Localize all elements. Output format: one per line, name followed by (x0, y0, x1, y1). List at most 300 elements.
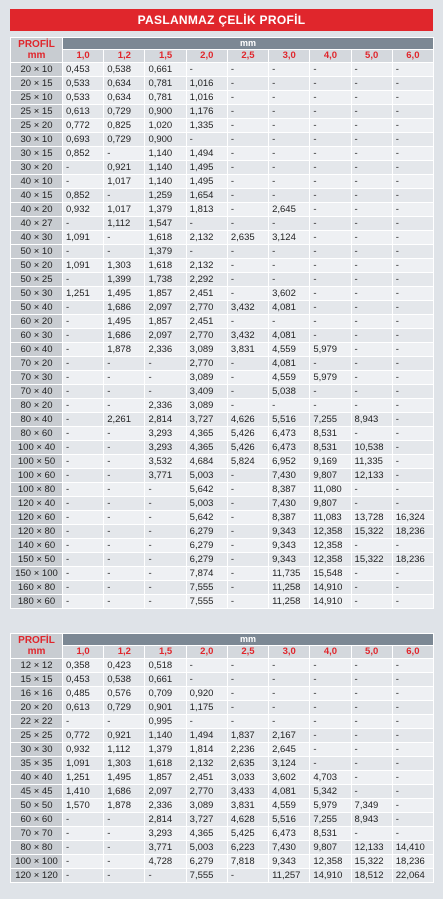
weight-cell: 9,807 (310, 841, 351, 855)
profile-size-cell: 22 × 22 (11, 715, 63, 729)
weight-cell: 0,932 (63, 203, 104, 217)
weight-cell: 2,770 (186, 357, 227, 371)
weight-cell: 0,533 (63, 91, 104, 105)
weight-cell: - (351, 161, 392, 175)
weight-cell: 6,473 (269, 441, 310, 455)
weight-cell: 3,831 (227, 799, 268, 813)
rectangular-profile-table (10, 37, 434, 609)
weight-cell: - (145, 357, 186, 371)
weight-cell: - (63, 855, 104, 869)
weight-cell: - (392, 161, 433, 175)
weight-cell: 15,322 (351, 855, 392, 869)
profil-label: PROFİL (18, 39, 55, 50)
weight-cell: 1,686 (104, 301, 145, 315)
weight-cell: - (186, 673, 227, 687)
weight-cell: 2,451 (186, 315, 227, 329)
weight-cell: - (63, 273, 104, 287)
weight-cell: - (63, 371, 104, 385)
weight-cell: - (227, 673, 268, 687)
weight-cell: - (227, 315, 268, 329)
weight-cell: - (310, 245, 351, 259)
weight-cell: 1,654 (186, 189, 227, 203)
weight-cell: - (310, 757, 351, 771)
weight-cell: 0,358 (63, 659, 104, 673)
profile-size-cell: 120 × 60 (11, 511, 63, 525)
weight-cell: - (310, 77, 351, 91)
weight-cell: - (310, 399, 351, 413)
profile-size-cell: 15 × 15 (11, 673, 63, 687)
weight-cell: 11,735 (269, 567, 310, 581)
weight-cell: 5,642 (186, 511, 227, 525)
weight-cell: 3,089 (186, 343, 227, 357)
weight-cell: - (227, 175, 268, 189)
weight-cell: 0,518 (145, 659, 186, 673)
profile-size-cell: 60 × 40 (11, 343, 63, 357)
weight-cell: - (392, 701, 433, 715)
weight-cell: 15,548 (310, 567, 351, 581)
weight-cell: 3,293 (145, 441, 186, 455)
weight-cell: 8,943 (351, 813, 392, 827)
weight-cell: - (351, 315, 392, 329)
weight-cell: - (104, 455, 145, 469)
weight-cell: - (392, 455, 433, 469)
profile-size-cell: 120 × 40 (11, 497, 63, 511)
weight-cell: 0,901 (145, 701, 186, 715)
profile-size-cell: 70 × 40 (11, 385, 63, 399)
weight-cell: - (227, 203, 268, 217)
weight-cell: 1,399 (104, 273, 145, 287)
weight-cell: - (269, 259, 310, 273)
weight-cell: 1,259 (145, 189, 186, 203)
weight-cell: 8,531 (310, 427, 351, 441)
weight-cell: - (227, 273, 268, 287)
weight-cell: 0,852 (63, 189, 104, 203)
weight-cell: 5,979 (310, 371, 351, 385)
weight-cell: 1,379 (145, 245, 186, 259)
profile-size-cell: 50 × 20 (11, 259, 63, 273)
weight-cell: - (351, 91, 392, 105)
weight-cell: 5,979 (310, 799, 351, 813)
weight-cell: - (392, 729, 433, 743)
weight-cell: 4,081 (269, 785, 310, 799)
weight-cell: 3,409 (186, 385, 227, 399)
weight-cell: 1,738 (145, 273, 186, 287)
weight-cell: - (392, 385, 433, 399)
weight-cell: - (227, 869, 268, 883)
weight-cell: - (104, 553, 145, 567)
weight-cell: - (63, 827, 104, 841)
weight-cell: - (269, 701, 310, 715)
profile-size-cell: 60 × 60 (11, 813, 63, 827)
weight-cell: - (310, 119, 351, 133)
weight-cell: 2,645 (269, 203, 310, 217)
weight-cell: - (63, 511, 104, 525)
weight-cell: 3,602 (269, 771, 310, 785)
weight-cell: 3,727 (186, 813, 227, 827)
weight-cell: 3,432 (227, 329, 268, 343)
weight-cell: - (310, 659, 351, 673)
weight-cell: 2,097 (145, 785, 186, 799)
weight-cell: - (310, 273, 351, 287)
weight-cell: 0,533 (63, 77, 104, 91)
thickness-header: 6,0 (392, 50, 433, 63)
weight-cell: - (227, 539, 268, 553)
profile-size-cell: 30 × 30 (11, 743, 63, 757)
weight-cell: 0,900 (145, 105, 186, 119)
table-row (11, 497, 434, 511)
weight-cell: - (269, 217, 310, 231)
weight-cell: 2,132 (186, 259, 227, 273)
weight-cell: - (392, 581, 433, 595)
weight-cell: - (63, 301, 104, 315)
weight-cell: 3,089 (186, 371, 227, 385)
weight-cell: 14,910 (310, 869, 351, 883)
weight-cell: 3,831 (227, 343, 268, 357)
weight-cell: - (269, 687, 310, 701)
weight-cell: 7,349 (351, 799, 392, 813)
weight-cell: - (269, 273, 310, 287)
table-row (11, 743, 434, 757)
weight-cell: - (392, 595, 433, 609)
weight-cell: 9,169 (310, 455, 351, 469)
profile-size-cell: 160 × 80 (11, 581, 63, 595)
table-row (11, 245, 434, 259)
weight-cell: - (145, 497, 186, 511)
weight-cell: 2,261 (104, 413, 145, 427)
weight-cell: 1,547 (145, 217, 186, 231)
weight-cell: 4,703 (310, 771, 351, 785)
weight-cell: - (227, 701, 268, 715)
weight-cell: - (145, 595, 186, 609)
weight-cell: 1,878 (104, 799, 145, 813)
table-row (11, 189, 434, 203)
weight-cell: 4,684 (186, 455, 227, 469)
table-row (11, 757, 434, 771)
weight-cell: 2,097 (145, 329, 186, 343)
table-row (11, 799, 434, 813)
weight-cell: - (392, 357, 433, 371)
table-row (11, 413, 434, 427)
weight-cell: 7,555 (186, 595, 227, 609)
weight-cell: - (269, 659, 310, 673)
weight-cell: 9,343 (269, 553, 310, 567)
weight-cell: 0,576 (104, 687, 145, 701)
weight-cell: 3,124 (269, 757, 310, 771)
weight-cell: - (392, 175, 433, 189)
weight-cell: - (392, 119, 433, 133)
weight-cell: - (269, 91, 310, 105)
weight-cell: 1,140 (145, 175, 186, 189)
weight-cell: 1,686 (104, 329, 145, 343)
weight-cell: 3,433 (227, 785, 268, 799)
table-row (11, 77, 434, 91)
weight-cell: - (310, 161, 351, 175)
weight-cell: - (63, 329, 104, 343)
table-row (11, 441, 434, 455)
weight-cell: 1,112 (104, 217, 145, 231)
weight-cell: - (227, 77, 268, 91)
weight-cell: - (227, 91, 268, 105)
weight-cell: - (351, 595, 392, 609)
weight-cell: - (392, 301, 433, 315)
weight-cell: 3,293 (145, 427, 186, 441)
weight-cell: - (351, 105, 392, 119)
weight-cell: - (227, 497, 268, 511)
weight-cell: - (104, 189, 145, 203)
weight-cell: - (392, 827, 433, 841)
weight-cell: 0,920 (186, 687, 227, 701)
weight-cell: 2,645 (269, 743, 310, 757)
weight-cell: - (392, 329, 433, 343)
profile-size-cell: 16 × 16 (11, 687, 63, 701)
thickness-header: 1,2 (104, 646, 145, 659)
weight-cell: 2,814 (145, 813, 186, 827)
weight-cell: - (227, 553, 268, 567)
weight-cell: 11,083 (310, 511, 351, 525)
weight-cell: - (227, 687, 268, 701)
table-row (11, 525, 434, 539)
weight-cell: - (186, 245, 227, 259)
weight-cell: 1,857 (145, 287, 186, 301)
weight-cell: 3,771 (145, 841, 186, 855)
table-row (11, 483, 434, 497)
weight-cell: - (227, 511, 268, 525)
profile-size-cell: 25 × 20 (11, 119, 63, 133)
weight-cell: 1,410 (63, 785, 104, 799)
weight-cell: 0,661 (145, 673, 186, 687)
weight-cell: 6,473 (269, 827, 310, 841)
weight-cell: 5,516 (269, 813, 310, 827)
weight-cell: - (392, 259, 433, 273)
profile-size-cell: 80 × 20 (11, 399, 63, 413)
weight-cell: - (227, 371, 268, 385)
weight-cell: - (63, 161, 104, 175)
weight-cell: - (310, 729, 351, 743)
weight-cell: - (227, 259, 268, 273)
weight-cell: 2,292 (186, 273, 227, 287)
table-row (11, 63, 434, 77)
weight-cell: 0,729 (104, 133, 145, 147)
weight-cell: - (351, 785, 392, 799)
weight-cell: - (63, 497, 104, 511)
weight-cell: - (351, 673, 392, 687)
weight-cell: 6,952 (269, 455, 310, 469)
table-row (11, 399, 434, 413)
weight-cell: 1,379 (145, 203, 186, 217)
weight-cell: 2,814 (145, 413, 186, 427)
table-body (11, 63, 434, 609)
table-row (11, 105, 434, 119)
weight-cell: 8,387 (269, 511, 310, 525)
weight-cell: - (186, 133, 227, 147)
weight-cell: - (227, 105, 268, 119)
weight-cell: - (227, 469, 268, 483)
square-profile-table (10, 633, 434, 883)
weight-cell: 7,818 (227, 855, 268, 869)
weight-cell: - (63, 455, 104, 469)
weight-cell: - (310, 63, 351, 77)
profil-unit: mm (27, 646, 46, 657)
thickness-header: 2,5 (227, 50, 268, 63)
mm-header: mm (63, 38, 434, 50)
weight-cell: 11,258 (269, 595, 310, 609)
table-row (11, 841, 434, 855)
weight-cell: 4,626 (227, 413, 268, 427)
weight-cell: 1,020 (145, 119, 186, 133)
weight-cell: - (227, 63, 268, 77)
profile-size-cell: 20 × 20 (11, 701, 63, 715)
weight-cell: - (392, 217, 433, 231)
weight-cell: 7,874 (186, 567, 227, 581)
weight-cell: - (186, 217, 227, 231)
weight-cell: - (351, 399, 392, 413)
weight-cell: 16,324 (392, 511, 433, 525)
weight-cell: - (351, 259, 392, 273)
weight-cell: - (63, 553, 104, 567)
weight-cell: 9,807 (310, 469, 351, 483)
weight-cell: - (351, 743, 392, 757)
weight-cell: 0,661 (145, 63, 186, 77)
weight-cell: 3,089 (186, 399, 227, 413)
weight-cell: 0,921 (104, 729, 145, 743)
weight-cell: 7,430 (269, 841, 310, 855)
table-row (11, 301, 434, 315)
weight-cell: - (63, 357, 104, 371)
weight-cell: - (392, 133, 433, 147)
weight-cell: - (227, 119, 268, 133)
weight-cell: 1,112 (104, 743, 145, 757)
weight-cell: - (227, 567, 268, 581)
weight-cell: - (351, 715, 392, 729)
weight-cell: - (310, 105, 351, 119)
table-row (11, 427, 434, 441)
weight-cell: 14,910 (310, 595, 351, 609)
weight-cell: 2,132 (186, 757, 227, 771)
table-row (11, 371, 434, 385)
weight-cell: 14,410 (392, 841, 433, 855)
profile-size-cell: 80 × 80 (11, 841, 63, 855)
weight-cell: 12,358 (310, 525, 351, 539)
weight-cell: - (104, 539, 145, 553)
weight-cell: 0,693 (63, 133, 104, 147)
weight-cell: - (392, 659, 433, 673)
weight-cell: - (269, 133, 310, 147)
weight-cell: 12,133 (351, 469, 392, 483)
table-row (11, 771, 434, 785)
weight-cell: - (186, 63, 227, 77)
weight-cell: 4,365 (186, 441, 227, 455)
weight-cell: 2,236 (227, 743, 268, 757)
weight-cell: 2,336 (145, 343, 186, 357)
weight-cell: 6,279 (186, 855, 227, 869)
weight-cell: - (310, 91, 351, 105)
table-row (11, 539, 434, 553)
weight-cell: 6,279 (186, 553, 227, 567)
weight-cell: - (227, 525, 268, 539)
weight-cell: - (392, 273, 433, 287)
weight-cell: - (351, 827, 392, 841)
weight-cell: 5,342 (310, 785, 351, 799)
weight-cell: - (227, 595, 268, 609)
weight-cell: - (310, 287, 351, 301)
profile-size-cell: 100 × 80 (11, 483, 63, 497)
weight-cell: - (104, 469, 145, 483)
table-row (11, 385, 434, 399)
weight-cell: - (351, 539, 392, 553)
profile-size-cell: 100 × 50 (11, 455, 63, 469)
profile-size-cell: 25 × 15 (11, 105, 63, 119)
weight-cell: - (269, 189, 310, 203)
weight-cell: 5,003 (186, 469, 227, 483)
profile-size-cell: 25 × 10 (11, 91, 63, 105)
weight-cell: - (392, 371, 433, 385)
weight-cell: - (63, 581, 104, 595)
weight-cell: 0,772 (63, 729, 104, 743)
table-row (11, 553, 434, 567)
weight-cell: - (392, 203, 433, 217)
profile-size-cell: 20 × 10 (11, 63, 63, 77)
weight-cell: 1,494 (186, 147, 227, 161)
weight-cell: - (392, 315, 433, 329)
table-row (11, 581, 434, 595)
weight-cell: 18,512 (351, 869, 392, 883)
weight-cell: 1,618 (145, 231, 186, 245)
weight-cell: 1,495 (104, 315, 145, 329)
weight-cell: - (104, 581, 145, 595)
table-row (11, 175, 434, 189)
weight-cell: - (269, 161, 310, 175)
weight-cell: - (392, 231, 433, 245)
profile-size-cell: 50 × 10 (11, 245, 63, 259)
weight-cell: - (351, 729, 392, 743)
profile-size-cell: 120 × 120 (11, 869, 63, 883)
weight-cell: 1,837 (227, 729, 268, 743)
table-row (11, 161, 434, 175)
weight-cell: - (227, 385, 268, 399)
weight-cell: 3,432 (227, 301, 268, 315)
weight-cell: - (351, 659, 392, 673)
profile-size-cell: 70 × 70 (11, 827, 63, 841)
weight-cell: - (63, 567, 104, 581)
weight-cell: 0,772 (63, 119, 104, 133)
weight-cell: - (63, 427, 104, 441)
weight-cell: 2,770 (186, 329, 227, 343)
weight-cell: 2,451 (186, 771, 227, 785)
weight-cell: 1,176 (186, 105, 227, 119)
weight-cell: - (63, 413, 104, 427)
weight-cell: - (351, 581, 392, 595)
weight-cell: - (63, 385, 104, 399)
weight-cell: 0,453 (63, 673, 104, 687)
weight-cell: 0,729 (104, 105, 145, 119)
weight-cell: 3,727 (186, 413, 227, 427)
weight-cell: 0,613 (63, 105, 104, 119)
weight-cell: - (351, 231, 392, 245)
weight-cell: 2,167 (269, 729, 310, 743)
weight-cell: - (145, 581, 186, 595)
profile-size-cell: 120 × 80 (11, 525, 63, 539)
weight-cell: 8,943 (351, 413, 392, 427)
weight-cell: - (351, 483, 392, 497)
weight-cell: - (351, 497, 392, 511)
weight-cell: 1,570 (63, 799, 104, 813)
weight-cell: - (227, 147, 268, 161)
weight-cell: 1,016 (186, 91, 227, 105)
weight-cell: 1,618 (145, 757, 186, 771)
thickness-header: 3,0 (269, 50, 310, 63)
weight-cell: 8,531 (310, 441, 351, 455)
weight-cell: 5,003 (186, 497, 227, 511)
